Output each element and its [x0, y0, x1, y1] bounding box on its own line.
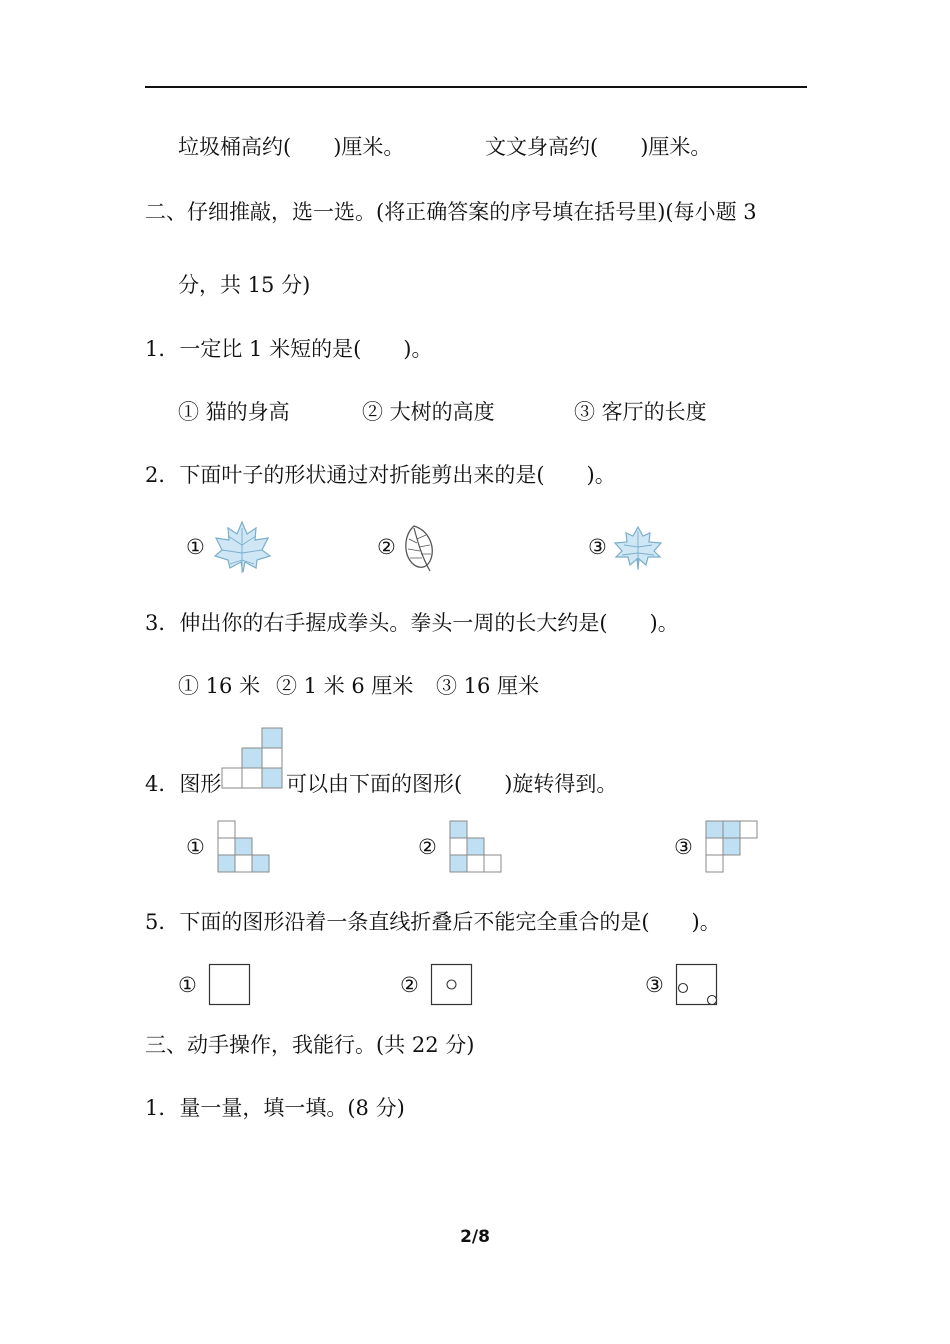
q2-marker-2: ② [377, 535, 396, 559]
q5-marker-2: ② [400, 973, 419, 997]
q4-marker-1: ① [186, 835, 205, 859]
q4-stem-after: 可以由下面的图形( )旋转得到。 [286, 772, 618, 796]
q2-marker-3: ③ [588, 535, 607, 559]
q1-option-3: ③ 客厅的长度 [574, 400, 707, 424]
section3-q1: 1．量一量，填一填。(8 分) [145, 1096, 405, 1120]
oval-leaf-icon [400, 523, 440, 573]
header-rule [145, 86, 807, 88]
q5-stem: 5．下面的图形沿着一条直线折叠后不能完全重合的是( )。 [145, 910, 721, 934]
q1-option-2: ② 大树的高度 [362, 400, 495, 424]
q5-option-3-square-with-circles [676, 964, 720, 1008]
q1-option-1: ① 猫的身高 [178, 400, 290, 424]
q2-marker-1: ① [186, 535, 205, 559]
q4-stem-before: 4．图形 [145, 772, 222, 796]
wenwen-height-line: 文文身高约( )厘米。 [485, 135, 712, 159]
q4-option-3-shape [706, 821, 760, 875]
q4-option-1-shape [218, 821, 272, 875]
q4-marker-3: ③ [674, 835, 693, 859]
q5-marker-1: ① [178, 973, 197, 997]
q5-option-1-square [209, 964, 251, 1006]
q4-option-2-shape [450, 821, 504, 875]
section3-heading: 三、动手操作，我能行。(共 22 分) [145, 1033, 475, 1057]
page-number: 2/8 [460, 1227, 490, 1247]
section2-heading: 二、仔细推敲，选一选。(将正确答案的序号填在括号里)(每小题 3 [145, 200, 757, 224]
q4-target-shape [222, 728, 284, 790]
maple-leaf-icon [212, 520, 272, 574]
q2-stem: 2．下面叶子的形状通过对折能剪出来的是( )。 [145, 463, 616, 487]
q3-option-3: ③ 16 厘米 [436, 674, 540, 698]
q1-stem: 1．一定比 1 米短的是( )。 [145, 337, 433, 361]
trash-can-height-line: 垃圾桶高约( )厘米。 [178, 135, 405, 159]
q3-option-2: ② 1 米 6 厘米 [276, 674, 414, 698]
q5-option-2-square-with-circle [431, 964, 473, 1006]
q5-marker-3: ③ [645, 973, 664, 997]
section2-heading-cont: 分，共 15 分) [178, 273, 311, 297]
q3-option-1: ① 16 米 [178, 674, 261, 698]
q3-stem: 3．伸出你的右手握成拳头。拳头一周的长大约是( )。 [145, 611, 679, 635]
symmetric-leaf-icon [612, 525, 664, 571]
q4-marker-2: ② [418, 835, 437, 859]
